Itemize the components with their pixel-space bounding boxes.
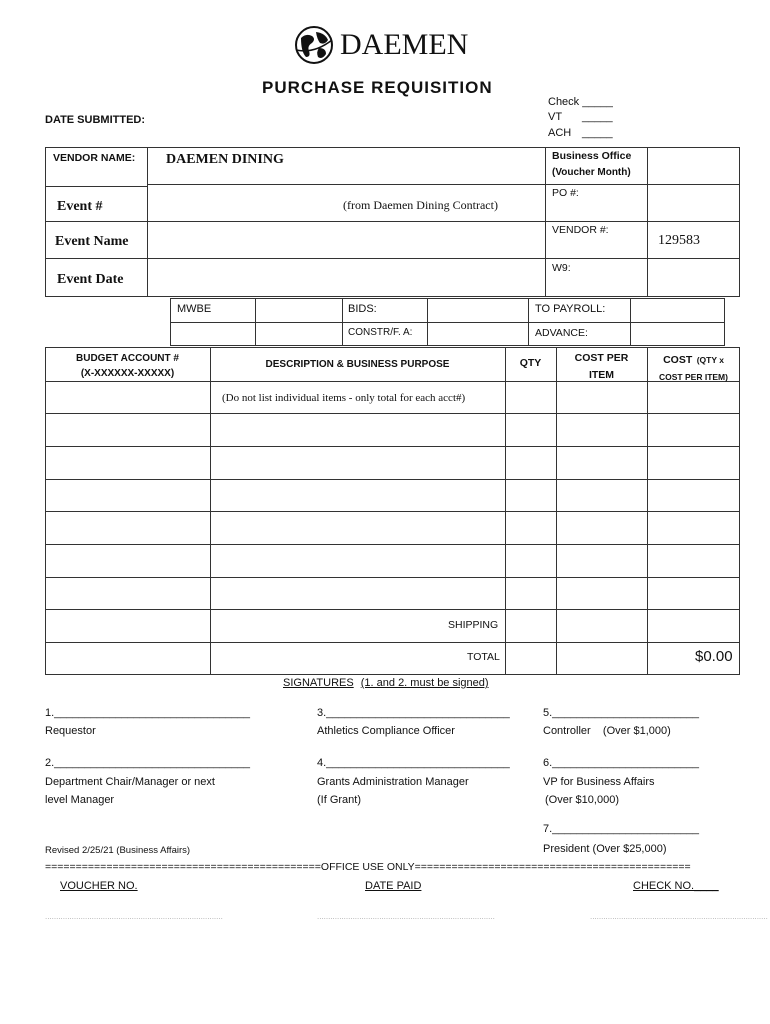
athletics-label: Athletics Compliance Officer bbox=[317, 725, 455, 737]
business-office-label: Business Office bbox=[552, 150, 632, 162]
event-note: (from Daemen Dining Contract) bbox=[343, 198, 498, 212]
mwbe-label: MWBE bbox=[177, 303, 212, 315]
to-payroll-label: TO PAYROLL: bbox=[535, 303, 606, 315]
col-qty: QTY bbox=[519, 357, 542, 369]
col-cost-per-label: COST PER bbox=[574, 352, 629, 364]
col-cost-item-label: ITEM bbox=[588, 369, 615, 381]
col-cost-formula-2: COST PER ITEM) bbox=[659, 372, 728, 382]
signature-line-6[interactable]: 6.________________________ bbox=[543, 757, 699, 769]
bids-label: BIDS: bbox=[348, 303, 377, 315]
voucher-no-field[interactable]: ................................................................................ bbox=[45, 912, 223, 921]
col-description: DESCRIPTION & BUSINESS PURPOSE bbox=[265, 359, 450, 370]
signature-line-4[interactable]: 4.______________________________ bbox=[317, 757, 510, 769]
vt-blank: _____ bbox=[582, 111, 613, 123]
vendor-name-label: VENDOR NAME: bbox=[53, 152, 136, 164]
vendor-number-label: VENDOR #: bbox=[552, 224, 609, 236]
if-grant-label: (If Grant) bbox=[317, 794, 362, 806]
w9-label: W9: bbox=[552, 262, 571, 274]
signatures-heading bbox=[283, 677, 489, 689]
event-name-label: Event Name bbox=[55, 234, 129, 249]
col-cost-label: COST bbox=[663, 354, 693, 366]
col-budget-account bbox=[45, 351, 210, 381]
event-number-label: Event # bbox=[57, 199, 103, 214]
date-paid-field[interactable]: ................................................................................ bbox=[317, 912, 495, 921]
check-no-label: CHECK NO.____ bbox=[633, 880, 719, 892]
signature-line-5[interactable]: 5.________________________ bbox=[543, 707, 699, 719]
ach-label: ACH bbox=[548, 127, 572, 139]
signature-line-3[interactable]: 3.______________________________ bbox=[317, 707, 510, 719]
controller-label: Controller (Over $1,000) bbox=[543, 725, 671, 737]
date-paid-label: DATE PAID bbox=[365, 880, 422, 892]
col-budget-account-label: BUDGET ACCOUNT # bbox=[76, 353, 179, 364]
vendor-box bbox=[45, 147, 740, 297]
col-cost-formula-1: (QTY x bbox=[696, 355, 724, 365]
voucher-month-label: (Voucher Month) bbox=[552, 167, 631, 178]
vendor-number-value[interactable]: 129583 bbox=[658, 233, 700, 248]
vp-label: VP for Business Affairs bbox=[543, 776, 655, 788]
date-submitted-label: DATE SUBMITTED: bbox=[45, 114, 146, 126]
col-cost-per-item bbox=[556, 350, 647, 384]
total-value[interactable]: $0.00 bbox=[695, 648, 733, 665]
logo bbox=[292, 24, 482, 66]
signature-line-1[interactable]: 1.________________________________ bbox=[45, 707, 250, 719]
logo-text: DAEMEN bbox=[340, 28, 469, 61]
shipping-label: SHIPPING bbox=[448, 619, 499, 631]
dept-chair-label: Department Chair/Manager or next bbox=[45, 776, 215, 788]
vp-threshold-label: (Over $10,000) bbox=[545, 794, 619, 806]
vendor-name-value[interactable]: DAEMEN DINING bbox=[166, 152, 284, 167]
requestor-label: Requestor bbox=[45, 725, 96, 737]
check-label: Check _____ bbox=[548, 96, 613, 108]
col-budget-account-format: (X-XXXXXX-XXXXX) bbox=[80, 368, 175, 379]
check-no-field[interactable]: ................................................................................ bbox=[590, 912, 768, 921]
signature-line-2[interactable]: 2.________________________________ bbox=[45, 757, 250, 769]
table-note: (Do not list individual items - only total for each acct#) bbox=[222, 392, 466, 404]
total-label: TOTAL bbox=[467, 651, 500, 663]
grants-label: Grants Administration Manager bbox=[317, 776, 469, 788]
page-title: PURCHASE REQUISITION bbox=[262, 78, 493, 97]
signatures-note: (1. and 2. must be signed) bbox=[360, 677, 489, 689]
president-label: President (Over $25,000) bbox=[543, 843, 667, 855]
ach-blank: _____ bbox=[582, 127, 613, 139]
po-label: PO #: bbox=[552, 187, 579, 199]
voucher-no-label: VOUCHER NO. bbox=[60, 880, 138, 892]
signature-line-7[interactable]: 7.________________________ bbox=[543, 823, 699, 835]
event-date-label: Event Date bbox=[57, 272, 124, 287]
revised-note: Revised 2/25/21 (Business Affairs) bbox=[45, 845, 191, 856]
level-manager-label: level Manager bbox=[45, 794, 115, 806]
col-cost-total bbox=[647, 350, 740, 386]
vt-label: VT bbox=[548, 111, 563, 123]
globe-icon bbox=[292, 24, 336, 66]
signatures-label: SIGNATURES bbox=[283, 677, 354, 689]
constr-label: CONSTR/F. A: bbox=[348, 327, 413, 338]
advance-label: ADVANCE: bbox=[535, 327, 588, 339]
office-use-divider: =============================================OFFICE USE ONLY============================================= bbox=[45, 861, 691, 873]
